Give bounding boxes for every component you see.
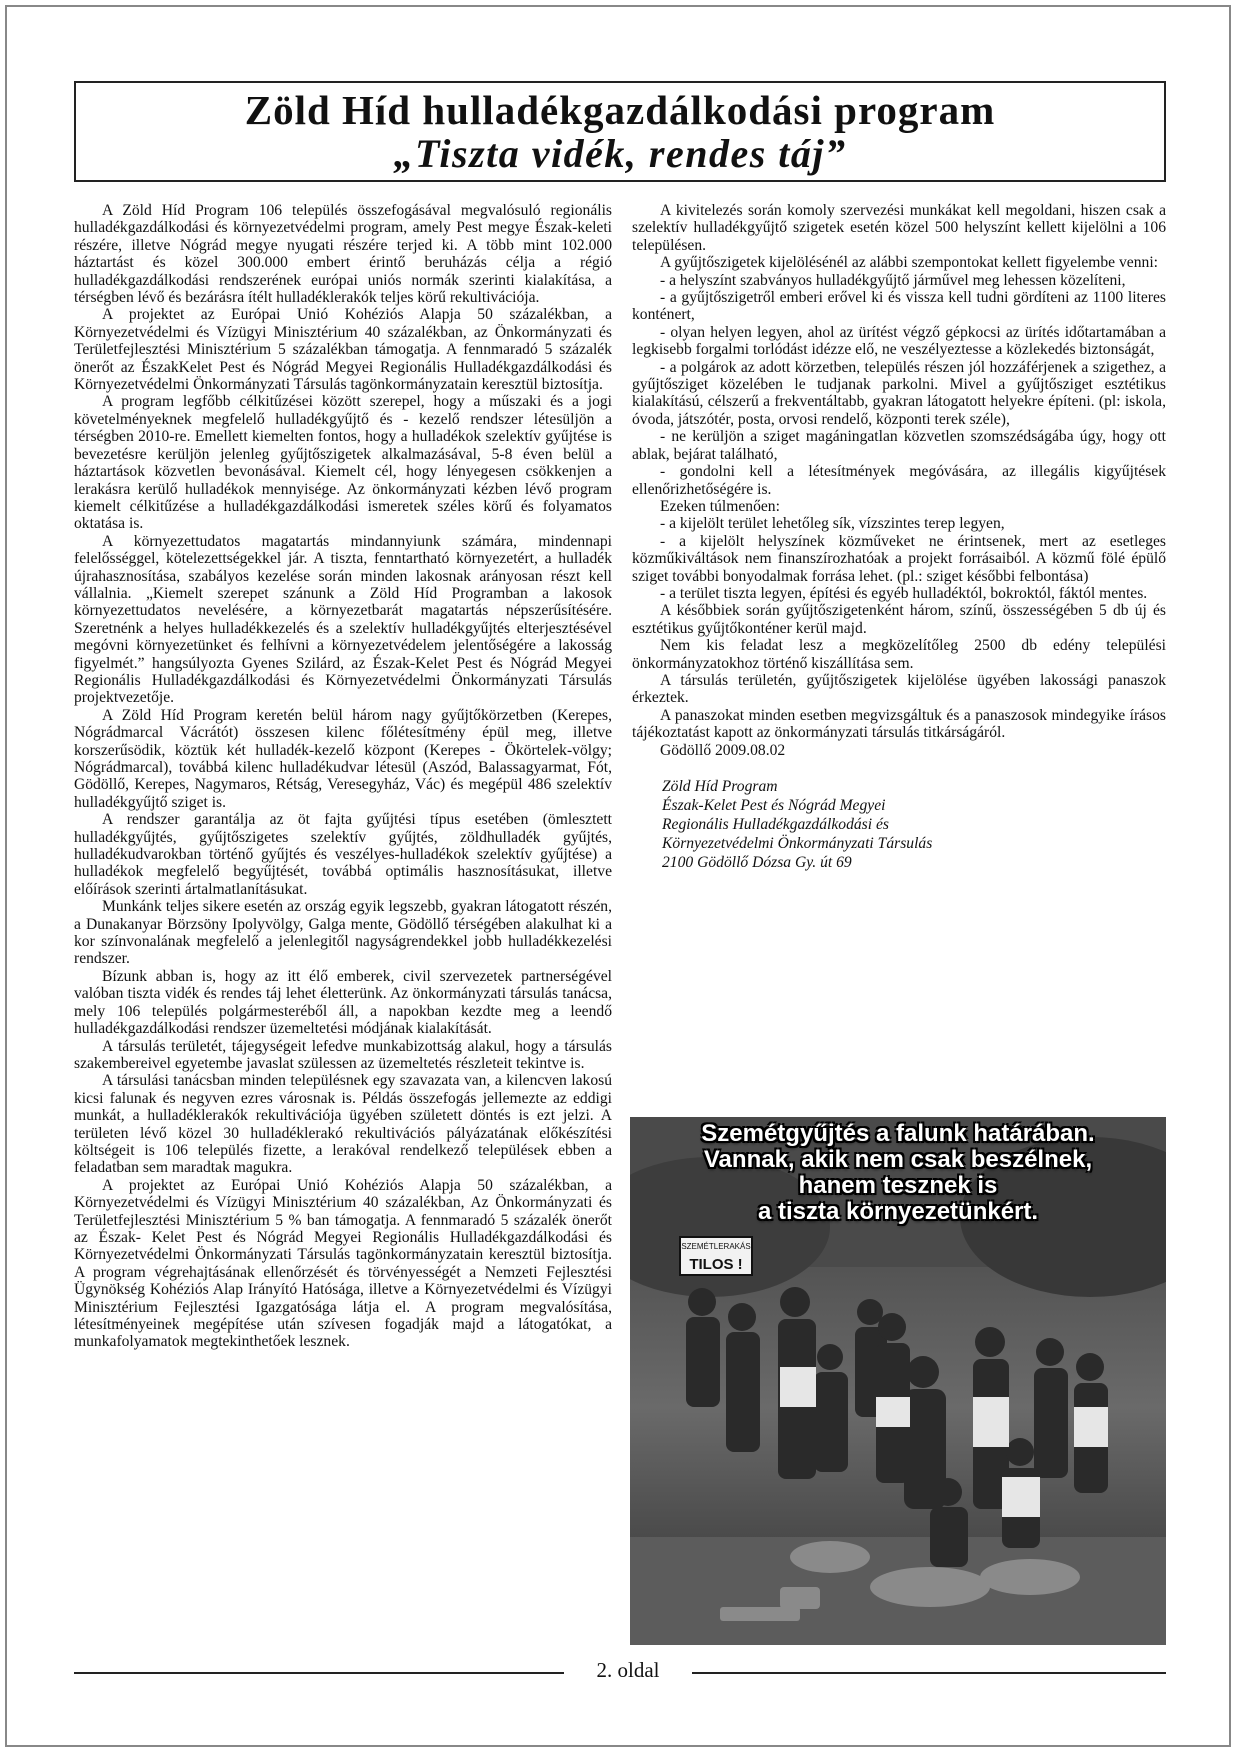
paragraph: A projektet az Európai Unió Kohéziós Alapja 50 százalékban, a Környezetvédelmi és Vízügyi Minisztérium 40 százalékban, az Önkormányzati és Területfejlesztési Minisztérium 5 százalékban támogatja. A fennmaradó 5 százalék önerőt az ÉszakKelet Pest és Nógrád Megyei Regionális Hulladékgazdálkodási és Környezetvédelmi Önkormányzati Társulás tagönkormányzatain keresztül biztosítja. [74, 306, 612, 394]
footer-rule-right [692, 1672, 1166, 1674]
paragraph: A panaszokat minden esetben megvizsgáltuk és a panaszosok mindegyike írásos tájékoztatást kapott az önkormányzati társulás titkárságáról. [632, 706, 1166, 742]
paragraph: Ezeken túlmenően: [660, 497, 780, 515]
paragraph: Bízunk abban is, hogy az itt élő emberek, civil szervezetek partnerségével valóban tiszta vidék és rendes táj lehet életterünk. Az önkormányzati társulás tanácsa, mely 106 település polgármesteréből áll, a napokban kezdte meg a leendő hulladékgazdálkodási rendszer üzemeltetési módjának kialakítását. [74, 967, 612, 1038]
signature-block [632, 777, 1166, 872]
article-subtitle: „Tiszta vidék, rendes táj” [393, 131, 847, 176]
footer-rule-left [74, 1672, 564, 1674]
list-item: - a gyűjtőszigetről emberi erővel ki és vissza kell tudni gördíteni az 1100 literes konténert, [632, 289, 1166, 324]
signature-line: Környezetvédelmi Önkormányzati Társulás [662, 835, 933, 852]
signature-line: Zöld Híd Program [662, 778, 778, 795]
signature-line: 2100 Gödöllő Dózsa Gy. út 69 [662, 854, 852, 871]
article-title: Zöld Híd hulladékgazdálkodási program [244, 87, 996, 133]
left-column [74, 202, 612, 1351]
paragraph: Munkánk teljes sikere esetén az ország egyik legszebb, gyakran látogatott részén, a Dunakanyar Börzsöny Ipolyvölgy, Galga mente, Gödöllő térségében alakulhat ki a kor színvonalának megfelelő a jelenlegitől nagyságrendekkel jobb hulladékkezelési rendszer. [74, 898, 612, 968]
paragraph: A környezettudatos magatartás mindannyiunk számára, mindennapi felelősséggel, kötelezettségekkel jár. A tiszta, fenntartható környezetért, a hulladék újrahasznosítása, szabályos kezelése során minden lakosnak arányosan részt kell vállalnia. „Kiemelt szerepet szánunk a Zöld Híd Programban a lakosok környezettudatos nevelésére, a környezetbarát magatartás népszerűsítésére. Szeretnénk a helyes hulladékkezelés és a szelektív hulladékgyűjtés elterjesztésével megóvni környezetünket és felhívni a környezetvédelem jelentőségére a lakosság figyelmét.” hangsúlyozta Gyenes Szilárd, az Észak-Kelet Pest és Nógrád Megyei Regionális Hulladékgazdálkodási és Környezetvédelmi Önkormányzati Társulás projektvezetője. [74, 532, 612, 707]
list-item: - gondolni kell a létesítmények megóvására, az illegális kigyűjtések ellenőrizhetőségére is. [632, 463, 1166, 498]
paragraph: A Zöld Híd Program 106 település összefogásával megvalósuló regionális hulladékgazdálkodási és környezetvédelmi program, amely Pest megye Észak-keleti részére, illetve Nógrád megye nyugati részére terjed ki. A több mint 102.000 háztartást és közel 300.000 embert érintő beruházás célja a régió hulladékgazdálkodási rendszerének európai uniós normák szerinti kialakítása, a térségben lévő és bezárásra ítélt hulladéklerakók teljes körű rekultivációja. [74, 202, 612, 307]
date-line: Gödöllő 2009.08.02 [660, 741, 786, 759]
right-column [632, 202, 1166, 872]
list-item: - a kijelölt terület lehetőleg sík, vízszintes terep legyen, [660, 515, 1005, 533]
paragraph: A Zöld Híd Program keretén belül három nagy gyűjtőkörzetben (Kerepes, Nógrádmarcal Vácrátót) összesen kilenc főlétesítmény épül meg, illetve korszerűsödik, köztük két hulladék-kezelő központ (Kerepes - Ökörtelek-völgy; Nógrádmarcal), továbbá kilenc hulladékudvar létesül (Aszód, Balassagyarmat, Fót, Gödöllő, Kerepes, Nagymaros, Rétság, Veresegyház, Vác) és megépül 486 szelektív hulladékgyűjtő sziget is. [74, 706, 612, 811]
paragraph: A társulás területén, gyűjtőszigetek kijelölése ügyében lakossági panaszok érkeztek. [632, 671, 1166, 707]
group-photo [630, 1117, 1166, 1645]
paragraph: A program legfőbb célkitűzései között szerepel, hogy a műszaki és a jogi követelményeknek megfelelő hulladékgyűjtő és - kezelő rendszer létesüljön a térségben 2010-re. Emellett kiemelten fontos, hogy a hulladékok szelektív gyűjtése is bevezetésre kerüljön jelenleg gyűjtőszigetek alkalmazásával, 5-8 éven belül a háztartások közvetlen bevonásával. Kiemelt cél, hogy lényegesen csökkenjen a lerakásra kerülő hulladékok mennyisége. Az önkormányzati kézben lévő program kiemelt célkitűzése a hulladékgazdálkodási ismeretek széles körű és folyamatos oktatása is. [74, 393, 612, 533]
caption-line: hanem tesznek is [798, 1172, 998, 1199]
paragraph: A kivitelezés során komoly szervezési munkákat kell megoldani, hiszen csak a szelektív hulladékgyűjtő szigetek esetén közel 500 helyszínt kellett kijelölni a 106 településen. [632, 202, 1166, 254]
list-item: - a polgárok az adott körzetben, település részen jól hozzáférjenek a szigethez, a gyűjtősziget közelében le tudjanak parkolni. Mivel a gyűjtősziget esztétikus kialakítású, célszerű a frekventáltabb, gyakran látogatott helyekre építeni. (pl: iskola, óvoda, játszótér, posta, orvosi rendelő, központi terek széle), [632, 358, 1166, 428]
sign-small-text: SZEMÉTLERAKÁS [681, 1242, 751, 1251]
list-item: - a terület tiszta legyen, építési és egyéb hulladéktól, bokroktól, fáktól mentes. [660, 584, 1148, 602]
paragraph: A társulási tanácsban minden településnek egy szavazata van, a kilencven lakosú kicsi falunak és negyven ezres városnak is. Példás összefogás jellemezte az eddigi munkát, a hulladéklerakók rekultivációja ügyében született döntés is ezt jelzi. A területen lévő közel 30 hulladéklerakó rekultivációs pályázatának előkészítési költségeit is 106 település fizette, a lerakóval rendelkező települések ebben a feladatban sem maradtak magukra. [74, 1072, 612, 1177]
caption-line: a tiszta környezetünkért. [757, 1198, 1039, 1225]
list-item: - olyan helyen legyen, ahol az ürítést végző gépkocsi az ürítés időtartamában a legkisebb forgalmi torlódást idézze elő, ne veszélyeztesse a közlekedés biztonságát, [632, 323, 1166, 359]
page-number: 2. oldal [596, 1658, 660, 1682]
paragraph: A rendszer garantálja az öt fajta gyűjtési típus esetében (ömlesztett hulladékgyűjtés, gyűjtőszigetes szelektív gyűjtés, zöldhulladék gyűjtés, hulladékudvarokban történő gyűjtés és veszélyes-hulladékok szelektív gyűjtése) a hulladékok megfelelő begyűjtését, továbbá optimális hasznosításukat, illetve előírások szerinti ártalmatlanításukat. [74, 811, 612, 898]
title-box [74, 81, 1166, 182]
photo-caption [630, 1117, 1166, 1225]
caption-line: Szemétgyűjtés a falunk határában. [701, 1120, 1095, 1147]
list-item: - a helyszínt szabványos hulladékgyűjtő járművel meg lehessen közelíteni, [660, 271, 1126, 289]
paragraph: A projektet az Európai Unió Kohéziós Alapja 50 százalékban, a Környezetvédelmi és Vízügyi Minisztérium 40 százalékban, Az Önkormányzati és Területfejlesztési Minisztérium 5 % ban támogatja. A fennmaradó 5 százalék önerőt az Észak- Kelet Pest és Nógrád Megyei Regionális Hulladékgazdálkodási és Környezetvédelmi Önkormányzati Társulás tagönkormányzatain keresztül biztosítja. A program végrehajtásának ellenőrzését és törvényességét a Nemzeti Fejlesztési Ügynökség Kohéziós Alap Irányító Hatósága, illetve a Környezetvédelmi és Vízügyi Minisztérium Fejlesztési Igazgatósága látja el. A program megvalósítása, létesítményeinek megépítése után szívesen fogadják majd a látogatókat, a munkafolyamatok megtekinthetőek lesznek. [74, 1176, 612, 1351]
signature-line: Észak-Kelet Pest és Nógrád Megyei [662, 797, 886, 814]
paragraph: A későbbiek során gyűjtőszigetenként három, színű, összességében 5 db új és esztétikus gyűjtőkonténer kerül majd. [632, 602, 1166, 637]
signature-line: Regionális Hulladékgazdálkodási és [662, 816, 889, 833]
paragraph: Nem kis feladat lesz a megközelítőleg 2500 db edény települési önkormányzatokhoz történő kiszállítása sem. [632, 637, 1166, 672]
list-item: - ne kerüljön a sziget magáningatlan közvetlen szomszédságába úgy, hogy ott ablak, bejárat található, [632, 428, 1166, 463]
sign-big-text: TILOS ! [689, 1256, 743, 1273]
paragraph: A társulás területét, tájegységeit lefedve munkabizottság alakul, hogy a társulás szakembereivel egyetembe javaslat szülessen az üzemeltetés részleteit tekintve is. [74, 1037, 612, 1072]
caption-line: Vannak, akik nem csak beszélnek, [703, 1146, 1093, 1173]
list-item: - a kijelölt helyszínek közműveket ne érintsenek, mert az esetleges közműkiváltások nem finanszírozhatóak a projekt forrásaiból. A közmű fölé épülő sziget további bonyodalmak forrása lehet. (pl.: sziget későbbi felbontása) [632, 532, 1166, 585]
paragraph: A gyűjtőszigetek kijelölésénél az alábbi szempontokat kellett figyelembe venni: [660, 254, 1158, 272]
